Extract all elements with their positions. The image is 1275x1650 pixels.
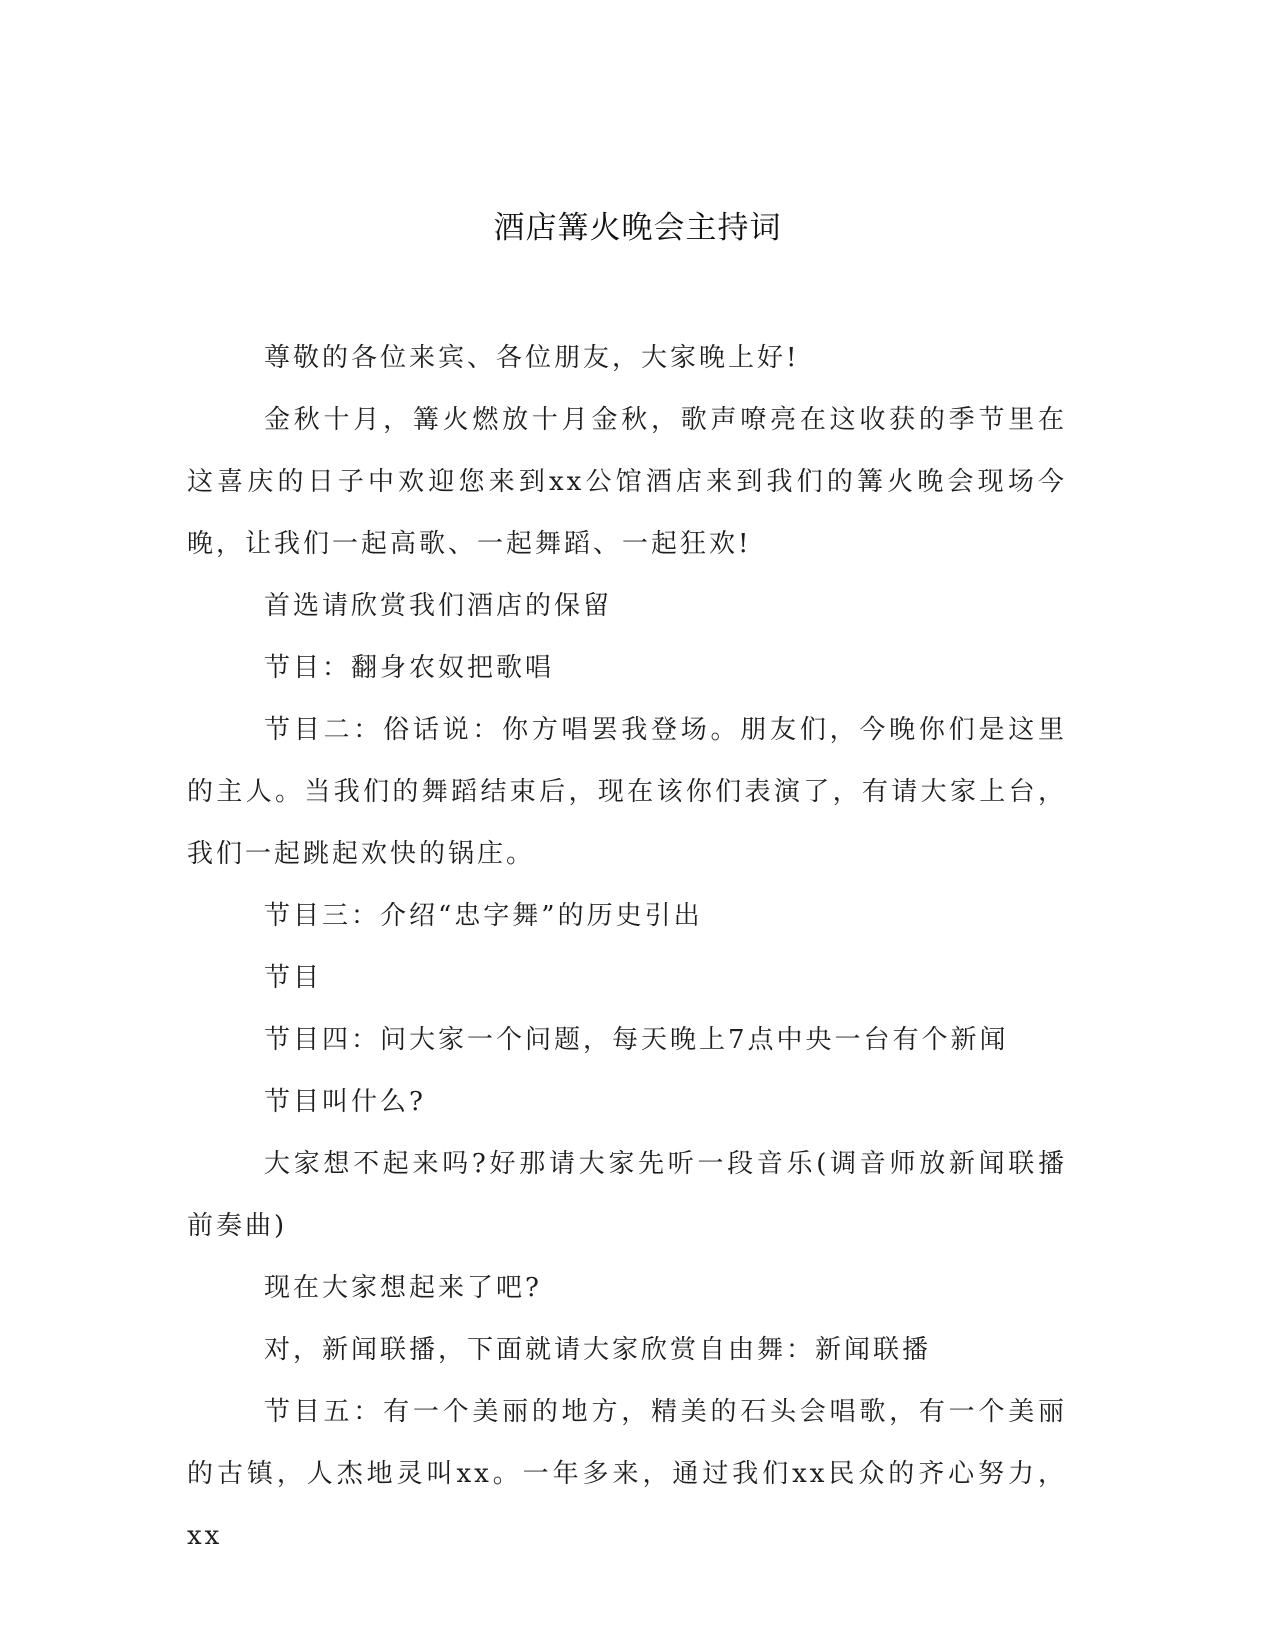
paragraph-music-hint: 大家想不起来吗?好那请大家先听一段音乐(调音师放新闻联播前奏曲) bbox=[187, 1149, 1067, 1241]
paragraph-free-dance: 对，新闻联播，下面就请大家欣赏自由舞：新闻联播 bbox=[264, 1335, 932, 1365]
paragraph-welcome: 金秋十月，篝火燃放十月金秋，歌声嘹亮在这收获的季节里在这喜庆的日子中欢迎您来到xx公馆酒店来到我们的篝火晚会现场今晚，让我们一起高歌、一起舞蹈、一起狂欢! bbox=[187, 405, 1067, 559]
document-title: 酒店篝火晚会主持词 bbox=[493, 210, 782, 246]
paragraph-program-two: 节目二：俗话说：你方唱罢我登场。朋友们，今晚你们是这里的主人。当我们的舞蹈结束后，现在该你们表演了，有请大家上台，我们一起跳起欢快的锅庄。 bbox=[187, 715, 1067, 869]
paragraph-program-three: 节目三：介绍“忠字舞”的历史引出 bbox=[264, 901, 703, 931]
document-body bbox=[187, 327, 1067, 1567]
paragraph-program-five: 节目五：有一个美丽的地方，精美的石头会唱歌，有一个美丽的古镇，人杰地灵叫xx。一年多来，通过我们xx民众的齐心努力，xx bbox=[187, 1397, 1067, 1551]
paragraph-recall: 现在大家想起来了吧? bbox=[264, 1273, 542, 1303]
paragraph-program-one: 节目：翻身农奴把歌唱 bbox=[264, 653, 555, 683]
paragraph-greeting: 尊敬的各位来宾、各位朋友，大家晚上好! bbox=[264, 343, 800, 373]
paragraph-first-show-intro: 首选请欣赏我们酒店的保留 bbox=[264, 591, 613, 621]
paragraph-question: 节目叫什么? bbox=[264, 1087, 426, 1117]
paragraph-program-label: 节目 bbox=[264, 963, 323, 993]
paragraph-program-four: 节目四：问大家一个问题，每天晚上7点中央一台有个新闻 bbox=[264, 1025, 1009, 1055]
